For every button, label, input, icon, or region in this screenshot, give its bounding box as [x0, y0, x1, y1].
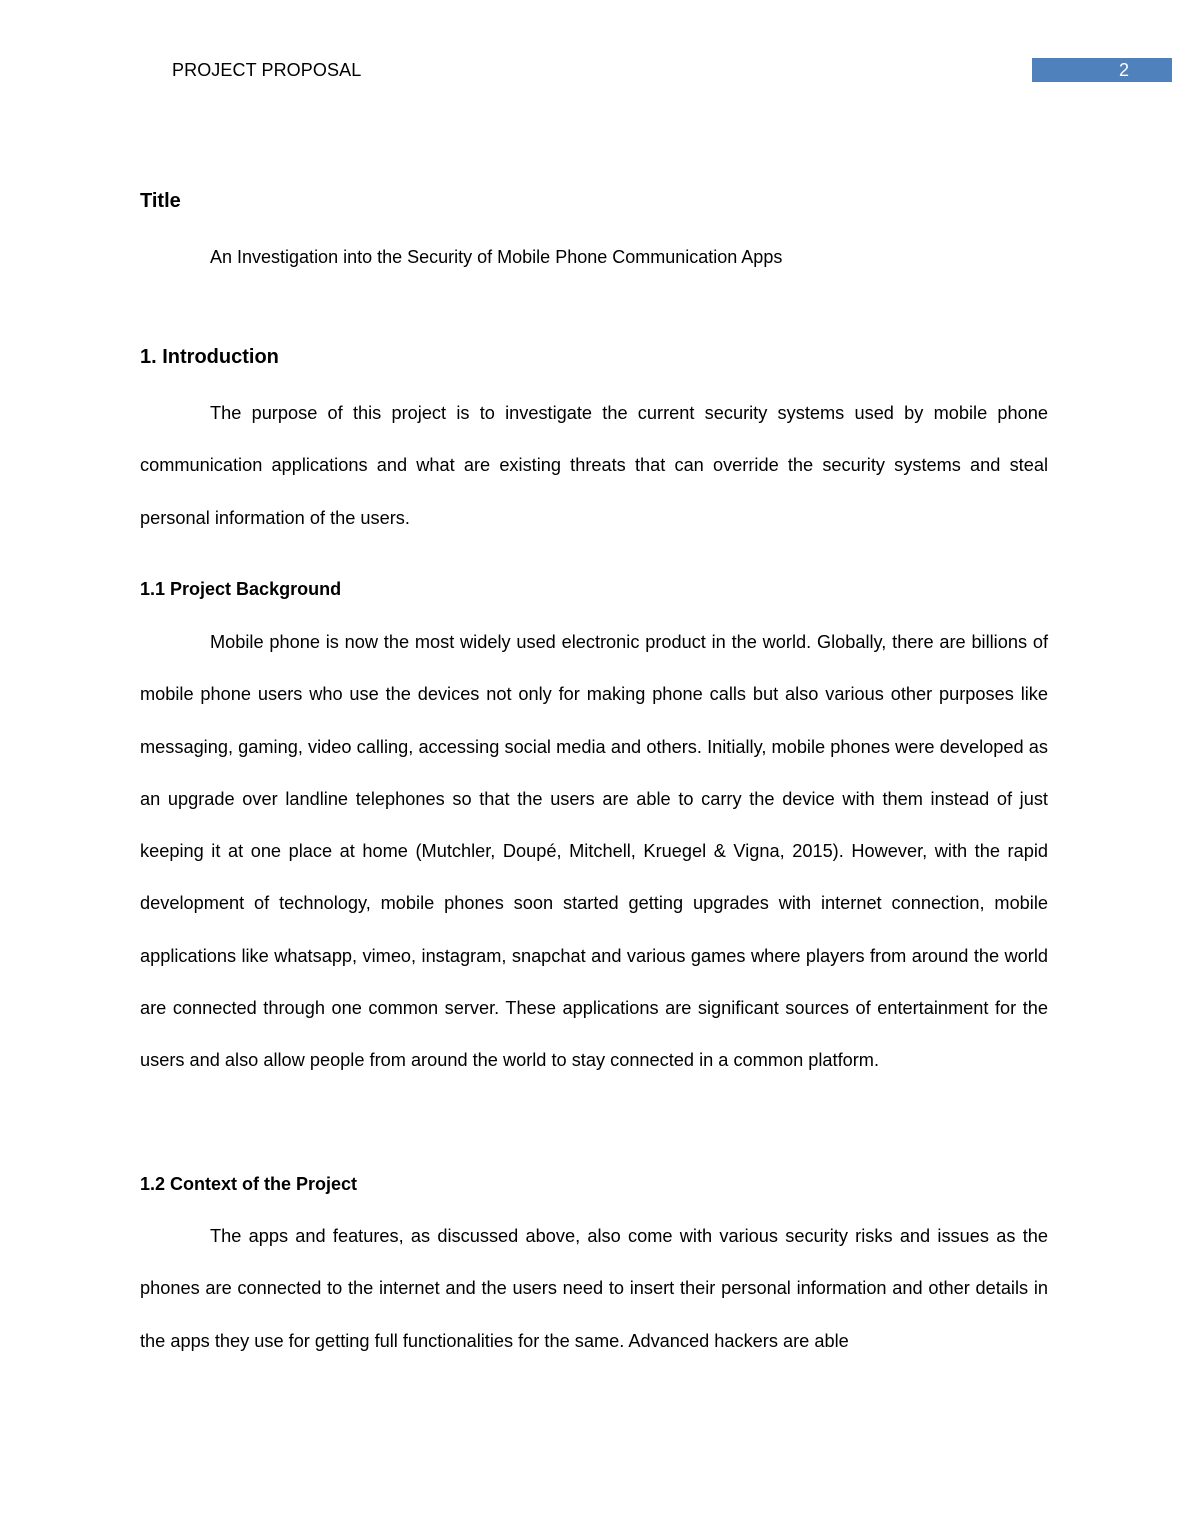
running-header-title: PROJECT PROPOSAL [172, 60, 362, 80]
project-context-paragraph: The apps and features, as discussed above, also come with various security risks and issues as the phones are connected to the internet and the users need to insert their personal information and other details in the apps they use for getting full functionalities for the same. Advanced hackers are able [140, 1226, 1048, 1351]
document-title: An Investigation into the Security of Mobile Phone Communication Apps [210, 247, 783, 267]
project-background-paragraph: Mobile phone is now the most widely used electronic product in the world. Globally, there are billions of mobile phone users who use the devices not only for making phone calls but also various other purposes like messaging, gaming, video calling, accessing social media and others. Initially, mobile phones were developed as an upgrade over landline telephones so that the users are able to carry the device with them instead of just keeping it at one place at home (Mutchler, Doupé, Mitchell, Kruegel & Vigna, 2015). However, with the rapid development of technology, mobile phones soon started getting upgrades with internet connection, mobile applications like whatsapp, vimeo, instagram, snapchat and various games where players from around the world are connected through one common server. These applications are significant sources of entertainment for the users and also allow people from around the world to stay connected in a common platform. [140, 632, 1048, 1071]
project-context-heading: 1.2 Context of the Project [140, 1174, 358, 1194]
title-heading: Title [140, 190, 181, 212]
page-number-badge: 2 [1032, 58, 1172, 82]
project-background-heading: 1.1 Project Background [140, 579, 342, 599]
introduction-paragraph: The purpose of this project is to investigate the current security systems used by mobile phone communication applications and what are existing threats that can override the security systems and steal personal information of the users. [140, 403, 1048, 528]
introduction-heading: 1. Introduction [140, 346, 279, 368]
